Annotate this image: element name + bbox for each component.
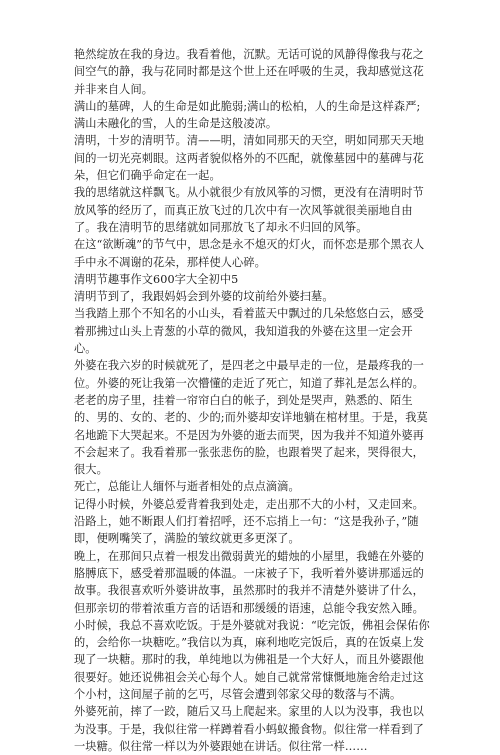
paragraph: 我的思绪就这样飘飞。从小就很少有放风筝的习惯，更没有在清明时节放风筝的经历了，而真正放飞过的几次中有一次风筝就很美丽地自由了。我在清明节的思绪就如同那放飞了却永不归回的风筝。 (74, 186, 424, 234)
section-heading: 清明节趣事作文600字大全初中5 (74, 272, 239, 286)
paragraph: 艳然绽放在我的身边。我看着他，沉默。无话可说的风静得像我与花之间空气的静，我与花同时都是这个世上还在呼吸的生灵，我却感觉这花并非来自人间。 (74, 48, 424, 96)
article-body (74, 46, 430, 755)
paragraph: 晚上，在那间只点着一根发出微弱黄光的蜡烛的小屋里，我蜷在外婆的胳膊底下，感受着那温暖的体温。一床被子下，我听着外婆讲那遥远的故事。我很喜欢听外婆讲故事，虽然那时的我并不清楚外婆讲了什么，但那亲切的带着浓重方音的话语和那缓缓的语速，总能令我安然入睡。 (74, 549, 424, 615)
paragraph: 小时候，我总不喜欢吃饭。于是外婆就对我说：“吃完饭，佛祖会保佑你的，会给你一块糖吃。”我信以为真，麻利地吃完饭后，真的在饭桌上发现了一块糖。那时的我，单纯地以为佛祖是一个大好人，而且外婆跟他很要好。她还说佛祖会关心每个人。她自己就常常慷慨地施舍给走过这个小村，这间屋子前的乞丐，尽管会遭到邻家父母的数落与不满。 (74, 618, 430, 701)
paragraph: 记得小时候，外婆总爱背着我到处走，走出那不大的小村，又走回来。沿路上，她不断跟人们打着招呼，还不忘捎上一句：“这是我孙子，”随即，便咧嘴笑了，满脸的皱纹就更多更深了。 (74, 497, 424, 546)
paragraph: 死亡，总能让人缅怀与逝者相处的点点滴滴。 (74, 480, 300, 494)
paragraph: 满山的墓碑，人的生命是如此脆弱;满山的松柏，人的生命是这样森严;满山未融化的雪，人的生命是这般凌凉。 (74, 99, 421, 131)
paragraph: 外婆死前，摔了一跤，随后又马上爬起来。家里的人以为没事，我也以为没事。于是，我似往常一样蹲着看小蚂蚁搬食物。似往常一样看到了一块糖。似往常一样以为外婆跟她在讲话。似往常一样…… (74, 705, 424, 753)
paragraph: 在这“欲断魂”的节气中，思念是永不熄灭的灯火，而怀恋是那个黑衣人手中永不凋谢的花朵，那样使人心碎。 (74, 238, 425, 269)
paragraph: 清明节到了，我跟妈妈会到外婆的坟前给外婆扫墓。 (74, 290, 334, 304)
paragraph: 当我踏上那个不知名的小山头，看着蓝天中飘过的几朵悠悠白云，感受着那拂过山头上青葱的小草的微风，我知道我的外婆在这里一定会开心。 (74, 307, 424, 356)
paragraph: 清明，十岁的清明节。清——明，清如同那天的天空，明如同那天天地间的一切光亮刺眼。这两者貌似格外的不匹配，就像墓园中的墓碑与花朵，但它们确乎命定在一起。 (74, 134, 424, 183)
paragraph: 外婆在我六岁的时候就死了，是四老之中最早走的一位，是最疼我的一位。外婆的死让我第一次懵懂的走近了死亡，知道了葬礼是怎么样的。老老的房子里，挂着一帘帘白白的帐子，到处是哭声，熟悉的、陌生的、男的、女的、老的、少的;而外婆却安详地躺在棺材里。于是，我莫名地跪下大哭起来。不是因为外婆的逝去而哭，因为我并不知道外婆再不会起来了。我看着那一张张悲伤的脸，也跟着哭了起来，哭得很大，很大。 (74, 359, 428, 477)
